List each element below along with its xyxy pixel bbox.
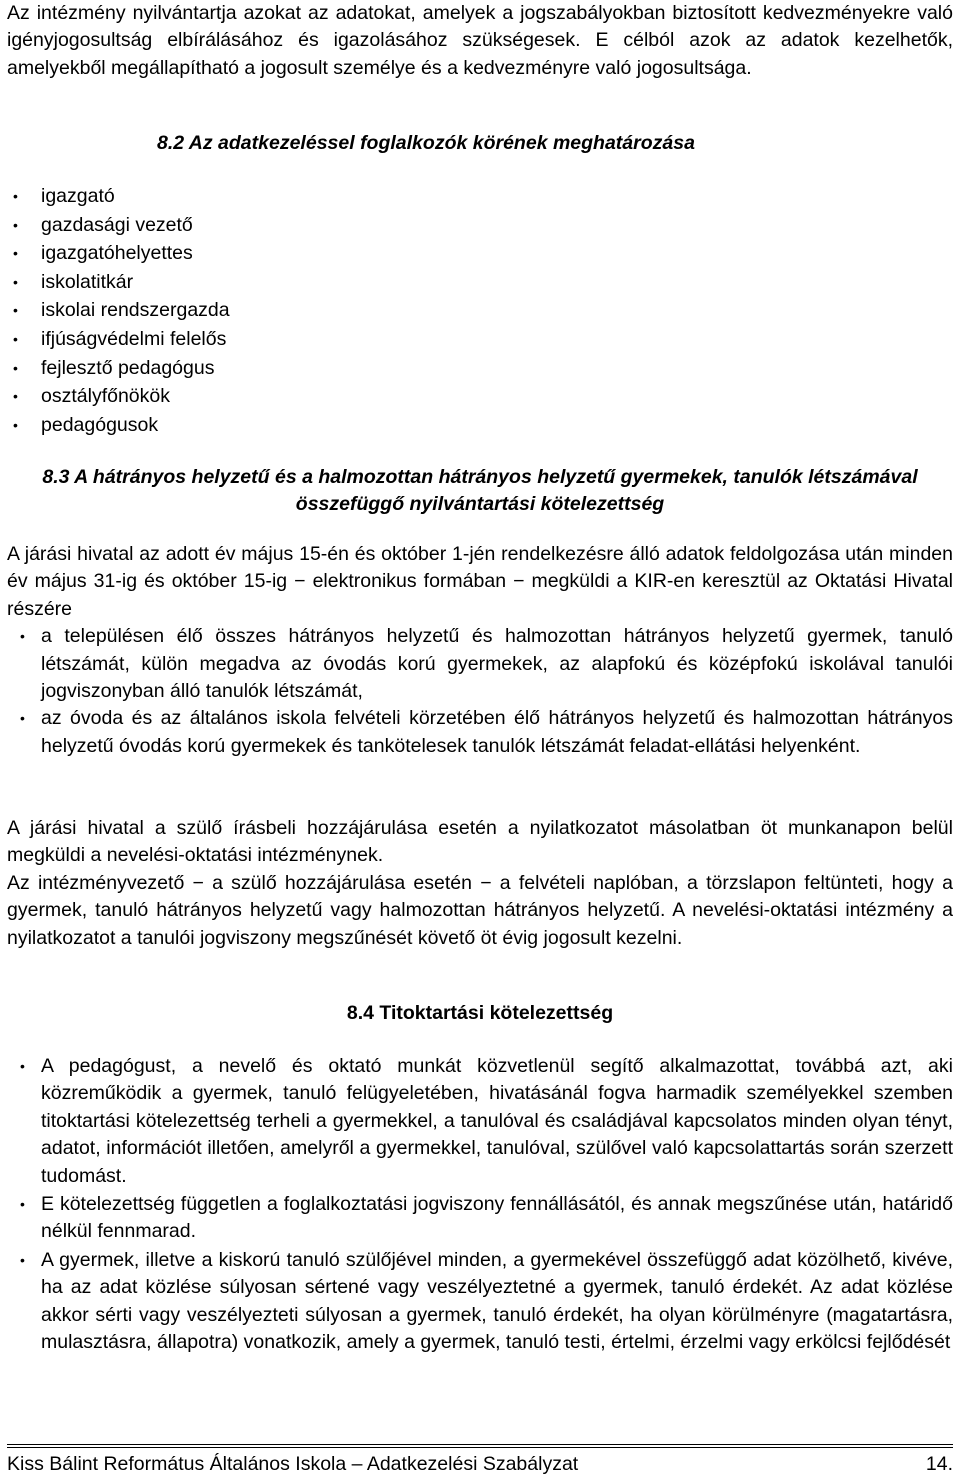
- list-item: • osztályfőnökök: [0, 382, 230, 411]
- list-item: • igazgatóhelyettes: [0, 239, 230, 268]
- bullet-icon: •: [20, 710, 25, 727]
- bullet-icon: •: [20, 1058, 25, 1074]
- bullet-icon: •: [13, 302, 18, 319]
- list-item: • iskolai rendszergazda: [0, 296, 230, 325]
- bullet-icon: •: [13, 416, 18, 433]
- footer-title: Kiss Bálint Református Általános Iskola – Adatkezelési Szabályzat: [7, 1453, 579, 1475]
- list-item: • ifjúságvédelmi felelős: [0, 325, 230, 354]
- section-8-3-heading: 8.3 A hátrányos helyzetű és a halmozottan hátrányos helyzetű gyermekek, tanulók létszámával összefüggő nyilvántartási kötelezettség: [42, 466, 918, 515]
- section-8-3-body: [7, 541, 953, 760]
- list-item: • gazdasági vezető: [0, 211, 230, 240]
- list-item: • iskolatitkár: [0, 268, 230, 297]
- section-8-4-heading: 8.4 Titoktartási kötelezettség: [346, 1002, 614, 1024]
- bullet-icon: •: [13, 245, 18, 262]
- bullet-icon: •: [13, 359, 18, 376]
- section-8-4-body: [7, 1053, 953, 1357]
- bullet-icon: •: [13, 216, 18, 233]
- list-item: • igazgató: [0, 182, 230, 211]
- section-8-2-heading: 8.2 Az adatkezeléssel foglalkozók körének meghatározása: [157, 132, 695, 154]
- bullet-icon: •: [13, 188, 18, 204]
- list-item: • E kötelezettség független a foglalkoztatási jogviszony fennállásától, és annak megszűnése után, határidő nélkül fennmarad.: [20, 1193, 953, 1243]
- intro-paragraph: Az intézmény nyilvántartja azokat az adatokat, amelyek a jogszabályokban biztosított kedvezményekre való igényjogosultság elbírálásához és igazolásához szükségesek. E célból azok az adatok kezelhetők, amelyekből megállapítható a jogosult személye és a kedvezményre való jogosultsága.: [7, 2, 953, 79]
- roles-list: [0, 182, 230, 439]
- bullet-icon: •: [20, 1251, 25, 1268]
- page-number: 14.: [925, 1453, 953, 1475]
- list-item: • A pedagógust, a nevelő és oktató munkát közvetlenül segítő alkalmazottat, továbbá azt, aki közreműködik a gyermek, tanuló felügyeletében, hivatásánál fogva harmadik személyekkel szemben titoktartási kötelezettség terheli a gyermekkel, a tanulóval és családjával kapcsolatos minden olyan tényt, adatot, információt illetően, amelyről a gyermekkel, tanulóval, szülővel való kapcsolattartás során szerzett tudomást.: [20, 1055, 953, 1187]
- section-8-3-intro: A járási hivatal az adott év május 15-én és október 1-jén rendelkezésre álló adatok feldolgozása után minden év május 31-ig és október 15-ig − elektronikus formában − megküldi a KIR-en keresztül az Oktatási Hivatal részére: [7, 543, 953, 620]
- footer-divider: [7, 1444, 953, 1445]
- bullet-icon: •: [20, 1196, 25, 1213]
- list-item: • A gyermek, illetve a kiskorú tanuló szülőjével minden, a gyermekével összefüggő adat közölhető, kivéve, ha az adat közlése súlyosan sértené vagy veszélyeztetné a gyermek, tanuló érdekét. Az adat közlése akkor sérti vagy veszélyezteti súlyosan a gyermek, tanuló érdekét, ha olyan körülményre (magatartásra, mulasztásra, állapotra) vonatkozik, amely a gyermek, tanuló testi, értelmi, érzelmi vagy erkölcsi fejlődését: [20, 1248, 953, 1354]
- bullet-icon: •: [13, 388, 18, 405]
- list-item: • az óvoda és az általános iskola felvételi körzetében élő hátrányos helyzetű és halmozottan hátrányos helyzetű óvodás korú gyermekek és tankötelesek tanulók létszámát feladat-ellátási helyenként.: [20, 707, 953, 757]
- bullet-icon: •: [20, 628, 25, 645]
- footer-divider: [7, 1447, 953, 1448]
- section-8-3-paragraphs: [7, 815, 953, 952]
- list-item: • pedagógusok: [0, 411, 230, 440]
- bullet-icon: •: [13, 273, 18, 290]
- section-8-3-paragraph: Az intézményvezető − a szülő hozzájárulása esetén − a felvételi naplóban, a törzslapon feltünteti, hogy a gyermek, tanuló hátrányos helyzetű vagy halmozottan hátrányos helyzetű. A nevelési-oktatási intézmény a nyilatkozatot a tanulói jogviszony megszűnését követő öt évig jogosult kezelni.: [7, 871, 953, 949]
- section-8-4-list: [7, 1053, 953, 1356]
- section-8-3-paragraph: A járási hivatal a szülő írásbeli hozzájárulása esetén a nyilatkozatot másolatban öt munkanapon belül megküldi a nevelési-oktatási intézménynek.: [7, 817, 953, 867]
- section-8-3-list: [7, 623, 953, 760]
- list-item: • fejlesztő pedagógus: [0, 354, 230, 383]
- bullet-icon: •: [13, 330, 18, 347]
- list-item: • a településen élő összes hátrányos helyzetű és halmozottan hátrányos helyzetű gyermek, tanuló létszámát, külön megadva az óvodás korú gyermekek, az alapfokú és középfokú iskolával tanulói jogviszonyban álló tanulók létszámát,: [20, 625, 953, 703]
